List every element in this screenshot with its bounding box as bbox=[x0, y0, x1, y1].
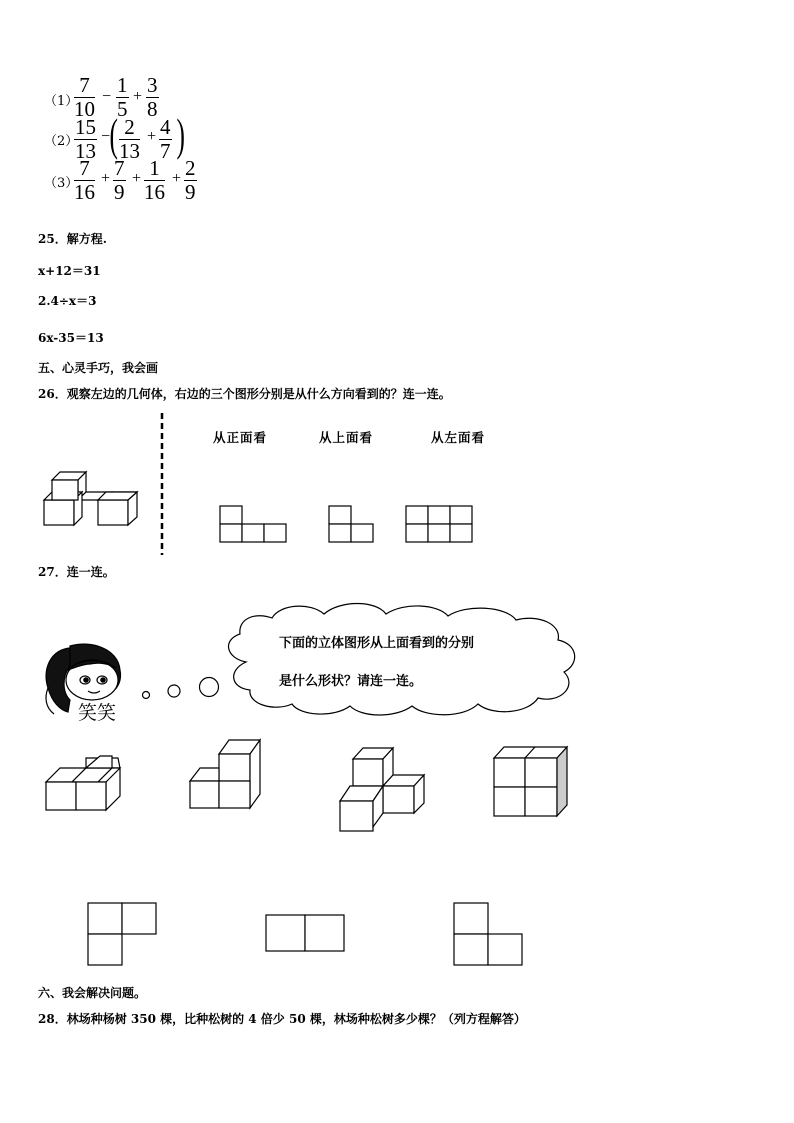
left-parenthesis: ( bbox=[109, 109, 118, 160]
view-label-left: 从左面看 bbox=[431, 430, 486, 445]
fraction: $\frac{3}{8}$ bbox=[147, 73, 158, 121]
equation: 6x-35＝13 bbox=[38, 331, 104, 345]
right-parenthesis: ) bbox=[176, 109, 185, 160]
fraction: $\frac{7}{10}$ bbox=[74, 73, 95, 121]
fraction: $\frac{2}{13}$ bbox=[119, 115, 140, 163]
fraction: $\frac{7}{16}$ bbox=[74, 156, 95, 204]
top-view-shape-1 bbox=[87, 902, 159, 968]
fraction: $\frac{1}{16}$ bbox=[144, 156, 165, 204]
section-heading: 六、我会解决问题。 bbox=[38, 986, 147, 1000]
character-name: 笑笑 bbox=[78, 702, 117, 724]
q26-solid-figure bbox=[40, 468, 140, 530]
solid-figure-3 bbox=[338, 745, 428, 835]
bubble-line-1: 下面的立体图形从上面看到的分别 bbox=[279, 636, 475, 651]
section-heading: 五、心灵手巧，我会画 bbox=[38, 361, 159, 375]
operator: + bbox=[132, 170, 142, 187]
solid-figure-2 bbox=[188, 736, 268, 812]
divider-dashed bbox=[159, 413, 165, 555]
view-label-top: 从上面看 bbox=[319, 430, 374, 445]
fraction: $\frac{15}{13}$ bbox=[75, 115, 96, 163]
operator: + bbox=[147, 128, 157, 145]
solid-figure-4 bbox=[492, 744, 572, 820]
fraction: $\frac{4}{7}$ bbox=[160, 115, 171, 163]
operator: + bbox=[101, 170, 111, 187]
view-shape-2 bbox=[328, 505, 378, 545]
view-shape-3 bbox=[405, 505, 477, 545]
view-shape-1 bbox=[219, 505, 289, 545]
expression-label: （1） bbox=[44, 94, 79, 109]
expression-label: （3） bbox=[44, 176, 79, 191]
operator: + bbox=[133, 88, 143, 105]
equation: 2.4÷x＝3 bbox=[38, 294, 97, 308]
expression-label: （2） bbox=[44, 134, 79, 149]
bubble-line-2: 是什么形状？请连一连。 bbox=[279, 674, 423, 689]
top-view-shape-3 bbox=[453, 902, 525, 968]
q27-title: 27．连一连。 bbox=[38, 565, 115, 579]
fraction: $\frac{2}{9}$ bbox=[185, 156, 196, 204]
fraction: $\frac{1}{5}$ bbox=[117, 73, 128, 121]
q28-title: 28．林场种杨树 350 棵，比种松树的 4 倍少 50 棵，林场种松树多少棵？（列方程解答） bbox=[38, 1012, 526, 1026]
operator: − bbox=[101, 128, 111, 145]
equation: x+12＝31 bbox=[38, 264, 101, 278]
fraction: $\frac{7}{9}$ bbox=[114, 156, 125, 204]
q26-title: 26．观察左边的几何体，右边的三个图形分别是从什么方向看到的？连一连。 bbox=[38, 387, 451, 401]
thought-dots bbox=[138, 676, 222, 702]
operator: + bbox=[172, 170, 182, 187]
top-view-shape-2 bbox=[265, 914, 347, 954]
thought-cloud bbox=[216, 600, 584, 718]
solid-figure-1 bbox=[42, 754, 132, 814]
q25-title: 25．解方程. bbox=[38, 232, 107, 246]
view-label-front: 从正面看 bbox=[213, 430, 268, 445]
operator: − bbox=[102, 88, 112, 105]
